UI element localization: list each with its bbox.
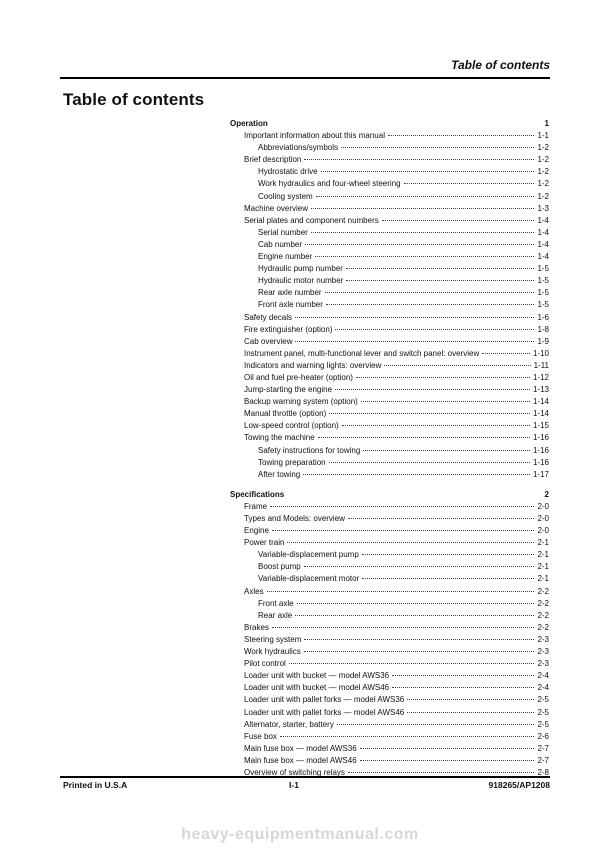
toc-leader — [295, 341, 534, 342]
page-title: Table of contents — [63, 90, 205, 109]
toc-leader — [356, 377, 530, 378]
toc-entry-page: 1-2 — [537, 143, 549, 153]
toc-entry[interactable] — [230, 251, 549, 263]
toc-entry-title: Work hydraulics and four-wheel steering — [258, 179, 401, 189]
toc-entry-page: 2-3 — [537, 634, 549, 644]
footer-rule — [60, 776, 550, 778]
toc-entry-page: 2-5 — [537, 695, 549, 705]
toc-entry-title: Hydraulic motor number — [258, 276, 344, 286]
toc-entry-title: Cooling system — [258, 191, 313, 201]
toc-entry-title: Hydrostatic drive — [258, 167, 318, 177]
toc-leader — [348, 518, 535, 519]
toc-leader — [315, 256, 534, 257]
toc-leader — [295, 615, 534, 616]
toc-entry[interactable] — [230, 312, 549, 324]
toc-entry-title: Front axle number — [258, 300, 323, 310]
toc-entry-title: Oil and fuel pre-heater (option) — [244, 372, 353, 382]
toc-entry-title: Main fuse box — model AWS36 — [244, 743, 357, 753]
toc-section — [230, 489, 549, 779]
toc-entry-title: Engine — [244, 526, 269, 536]
toc-entry[interactable] — [230, 445, 549, 457]
toc-entry-page: 1-17 — [532, 469, 549, 479]
toc-entry[interactable] — [230, 239, 549, 251]
toc-entry[interactable] — [230, 622, 549, 634]
toc-entry-page: 1-16 — [532, 445, 549, 455]
toc-entry-title: Backup warning system (option) — [244, 397, 358, 407]
toc-entry[interactable] — [230, 324, 549, 336]
toc-entry[interactable] — [230, 755, 549, 767]
toc-entry-title: Frame — [244, 501, 268, 511]
toc-entry[interactable] — [230, 191, 549, 203]
toc-entry[interactable] — [230, 670, 549, 682]
toc-entry-title: Machine overview — [244, 203, 309, 213]
toc-entry[interactable] — [230, 525, 549, 537]
toc-leader — [342, 425, 530, 426]
toc-leader — [295, 317, 534, 318]
toc-leader — [337, 724, 535, 725]
toc-entry-page: 1-1 — [537, 131, 549, 141]
toc-leader — [363, 450, 530, 451]
toc-entry-page: 1-16 — [532, 433, 549, 443]
toc-section-heading[interactable] — [230, 118, 549, 130]
toc-entry-title: Loader unit with pallet forks — model AWS46 — [244, 707, 405, 717]
toc-entry[interactable] — [230, 336, 549, 348]
toc-entry-page: 2-5 — [537, 719, 549, 729]
toc-leader — [303, 474, 530, 475]
toc-entry[interactable] — [230, 469, 549, 481]
footer-document-number: 918265/AP1208 — [488, 780, 550, 790]
toc-leader — [267, 591, 535, 592]
toc-entry-title: Hydraulic pump number — [258, 264, 343, 274]
toc-entry-title: Cab overview — [244, 336, 293, 346]
toc-entry[interactable] — [230, 598, 549, 610]
toc-entry-title: Important information about this manual — [244, 131, 385, 141]
toc-leader — [346, 280, 534, 281]
toc-section-title: Operation — [230, 119, 268, 128]
toc-entry[interactable] — [230, 420, 549, 432]
toc-entry-page: 1-4 — [537, 252, 549, 262]
toc-leader — [384, 365, 530, 366]
toc-leader — [392, 687, 534, 688]
toc-entry[interactable] — [230, 694, 549, 706]
toc-leader — [272, 530, 535, 531]
toc-entry-page: 2-7 — [537, 743, 549, 753]
toc-entry-page: 1-3 — [537, 203, 549, 213]
toc-entry-page: 1-13 — [532, 385, 549, 395]
toc-entry[interactable] — [230, 634, 549, 646]
toc-entry[interactable] — [230, 154, 549, 166]
toc-leader — [311, 232, 535, 233]
toc-leader — [335, 329, 534, 330]
toc-entry[interactable] — [230, 682, 549, 694]
toc-entry-title: Brief description — [244, 155, 302, 165]
toc-entry[interactable] — [230, 348, 549, 360]
toc-leader — [346, 268, 535, 269]
toc-leader — [304, 566, 535, 567]
toc-entry-page: 1-4 — [537, 239, 549, 249]
toc-leader — [341, 147, 534, 148]
toc-leader — [321, 171, 535, 172]
toc-leader — [287, 542, 534, 543]
toc-entry-title: Brakes — [244, 622, 269, 632]
toc-entry-title: Safety decals — [244, 312, 293, 322]
toc-leader — [404, 183, 535, 184]
toc-entry-title: Rear axle — [258, 610, 293, 620]
toc-section-title: Specifications — [230, 489, 285, 499]
toc-leader — [325, 292, 535, 293]
toc-section-page: 1 — [544, 119, 549, 128]
toc-entry[interactable] — [230, 646, 549, 658]
toc-leader — [304, 159, 534, 160]
toc-entry-page: 1-14 — [532, 409, 549, 419]
toc-entry[interactable] — [230, 561, 549, 573]
toc-entry-page: 2-7 — [537, 755, 549, 765]
toc-entry-title: Variable-displacement pump — [258, 550, 359, 560]
toc-entry-title: Types and Models: overview — [244, 514, 345, 523]
toc-entry-page: 1-2 — [537, 155, 549, 165]
toc-entry[interactable] — [230, 275, 549, 287]
toc-section — [230, 118, 549, 481]
toc-entry-title: Manual throttle (option) — [244, 409, 327, 419]
toc-entry[interactable] — [230, 166, 549, 178]
toc-entry-page: 1-5 — [537, 276, 549, 286]
toc-entry-title: Work hydraulics — [244, 647, 301, 657]
toc-leader — [407, 712, 534, 713]
toc-entry-title: Axles — [244, 586, 264, 596]
toc-entry[interactable] — [230, 731, 549, 743]
toc-entry-title: Serial plates and component numbers — [244, 215, 379, 225]
toc-entry-page: 1-14 — [532, 397, 549, 407]
toc-entry[interactable] — [230, 287, 549, 299]
toc-leader — [362, 578, 534, 579]
toc-leader — [289, 663, 535, 664]
toc-entry-title: Boost pump — [258, 562, 301, 572]
toc-leader — [392, 675, 534, 676]
toc-entry-page: 1-5 — [537, 264, 549, 274]
toc-entry-page: 2-2 — [537, 622, 549, 632]
toc-entry-title: Overview of switching relays — [244, 767, 345, 777]
toc-entry[interactable] — [230, 719, 549, 731]
toc-leader — [272, 627, 535, 628]
toc-entry-title: Serial number — [258, 227, 308, 237]
toc-entry-title: Fuse box — [244, 731, 277, 741]
toc-leader — [304, 651, 535, 652]
toc-entry[interactable] — [230, 215, 549, 227]
toc-entry[interactable] — [230, 707, 549, 719]
toc-entry-title: Jump-starting the engine — [244, 385, 333, 395]
toc-entry-page: 2-4 — [537, 683, 549, 693]
toc-entry-title: Loader unit with pallet forks — model AWS36 — [244, 695, 405, 705]
toc-entry[interactable] — [230, 360, 549, 372]
toc-leader — [361, 401, 530, 402]
toc-entry-page: 1-9 — [537, 336, 549, 346]
toc-entry-title: Variable-displacement motor — [258, 574, 360, 584]
toc-entry-page: 2-0 — [537, 514, 549, 523]
toc-entry-page: 2-4 — [537, 671, 549, 681]
toc-entry-page: 1-5 — [537, 300, 549, 310]
toc-leader — [280, 736, 535, 737]
toc-entry[interactable] — [230, 513, 549, 525]
table-of-contents — [230, 118, 549, 787]
toc-leader — [382, 220, 535, 221]
toc-entry[interactable] — [230, 263, 549, 275]
toc-entry-page: 1-12 — [532, 372, 549, 382]
toc-leader — [388, 135, 534, 136]
toc-leader — [407, 699, 534, 700]
footer-print-location: Printed in U.S.A — [63, 780, 128, 790]
toc-entry[interactable] — [230, 573, 549, 585]
toc-entry-page: 2-8 — [537, 767, 549, 777]
toc-entry-page: 2-2 — [537, 586, 549, 596]
toc-entry-title: Indicators and warning lights: overview — [244, 360, 382, 370]
toc-leader — [318, 437, 530, 438]
header-rule — [60, 77, 550, 79]
toc-entry[interactable] — [230, 299, 549, 311]
toc-entry-title: Cab number — [258, 239, 303, 249]
toc-entry-title: Towing the machine — [244, 433, 315, 443]
toc-leader — [335, 389, 530, 390]
toc-entry-page: 2-2 — [537, 610, 549, 620]
toc-entry-page: 2-6 — [537, 731, 549, 741]
watermark: heavy-equipmentmanual.com — [181, 826, 419, 843]
toc-entry[interactable] — [230, 408, 549, 420]
toc-entry-page: 1-6 — [537, 312, 549, 322]
toc-entry[interactable] — [230, 384, 549, 396]
toc-entry[interactable] — [230, 372, 549, 384]
toc-entry-title: Instrument panel, multi-functional lever and switch panel: overview — [244, 348, 480, 358]
toc-entry[interactable] — [230, 396, 549, 408]
toc-entry-page: 1-16 — [532, 457, 549, 467]
running-header-title: Table of contents — [451, 58, 550, 72]
toc-entry[interactable] — [230, 130, 549, 142]
toc-entry-title: Loader unit with bucket — model AWS46 — [244, 683, 390, 693]
toc-entry-page: 2-2 — [537, 598, 549, 608]
toc-entry-page: 2-1 — [537, 550, 549, 560]
toc-entry-page: 1-2 — [537, 191, 549, 201]
toc-leader — [316, 196, 535, 197]
toc-leader — [329, 462, 530, 463]
toc-entry-title: Towing preparation — [258, 457, 326, 467]
toc-entry-page: 1-4 — [537, 227, 549, 237]
toc-leader — [329, 413, 530, 414]
footer-page-number: I-1 — [289, 780, 299, 790]
toc-entry-title: Low-speed control (option) — [244, 421, 339, 431]
toc-entry-page: 1-2 — [537, 179, 549, 189]
toc-entry-page: 1-8 — [537, 324, 549, 334]
toc-entry-page: 2-3 — [537, 647, 549, 657]
toc-entry-page: 2-1 — [537, 562, 549, 572]
toc-entry-page: 1-15 — [532, 421, 549, 431]
toc-entry-title: Loader unit with bucket — model AWS36 — [244, 671, 390, 681]
toc-entry[interactable] — [230, 549, 549, 561]
toc-entry-title: Power train — [244, 538, 285, 548]
toc-entry-page: 2-5 — [537, 707, 549, 717]
toc-leader — [326, 304, 535, 305]
toc-entry[interactable] — [230, 586, 549, 598]
toc-leader — [305, 244, 534, 245]
toc-entry[interactable] — [230, 610, 549, 622]
toc-entry-page: 2-1 — [537, 574, 549, 584]
toc-leader — [270, 506, 534, 507]
toc-entry-title: After towing — [258, 469, 301, 479]
toc-entry-title: Front axle — [258, 598, 294, 608]
toc-leader — [482, 353, 530, 354]
toc-entry[interactable] — [230, 537, 549, 549]
toc-entry-title: Steering system — [244, 634, 302, 644]
toc-leader — [311, 208, 534, 209]
toc-entry-page: 1-10 — [532, 348, 549, 358]
toc-entry[interactable] — [230, 658, 549, 670]
toc-section-page: 2 — [544, 489, 549, 499]
toc-leader — [360, 760, 535, 761]
toc-entry[interactable] — [230, 142, 549, 154]
toc-entry-title: Main fuse box — model AWS46 — [244, 755, 357, 765]
toc-entry[interactable] — [230, 743, 549, 755]
toc-entry[interactable] — [230, 203, 549, 215]
toc-entry-page: 2-1 — [537, 538, 549, 548]
toc-entry[interactable] — [230, 178, 549, 190]
toc-entry-page: 1-2 — [537, 167, 549, 177]
toc-entry-page: 1-4 — [537, 215, 549, 225]
toc-leader — [297, 603, 535, 604]
toc-entry-page: 1-5 — [537, 288, 549, 298]
toc-entry[interactable] — [230, 457, 549, 469]
toc-entry[interactable] — [230, 432, 549, 444]
toc-entry-page: 2-3 — [537, 659, 549, 669]
toc-entry-page: 2-0 — [537, 501, 549, 511]
toc-entry-page: 1-11 — [533, 360, 549, 370]
toc-entry-title: Engine number — [258, 252, 313, 262]
toc-entry-title: Abbreviations/symbols — [258, 143, 339, 153]
toc-entry-title: Alternator, starter, battery — [244, 719, 334, 729]
toc-leader — [348, 772, 535, 773]
toc-leader — [360, 748, 535, 749]
toc-leader — [362, 554, 535, 555]
toc-entry-title: Safety instructions for towing — [258, 445, 361, 455]
toc-entry-title: Pilot control — [244, 659, 286, 669]
toc-leader — [304, 639, 534, 640]
toc-entry[interactable] — [230, 501, 549, 513]
toc-entry-title: Fire extinguisher (option) — [244, 324, 333, 334]
toc-entry-title: Rear axle number — [258, 288, 322, 298]
toc-entry-page: 2-0 — [537, 526, 549, 536]
toc-section-heading[interactable] — [230, 489, 549, 501]
toc-entry[interactable] — [230, 227, 549, 239]
